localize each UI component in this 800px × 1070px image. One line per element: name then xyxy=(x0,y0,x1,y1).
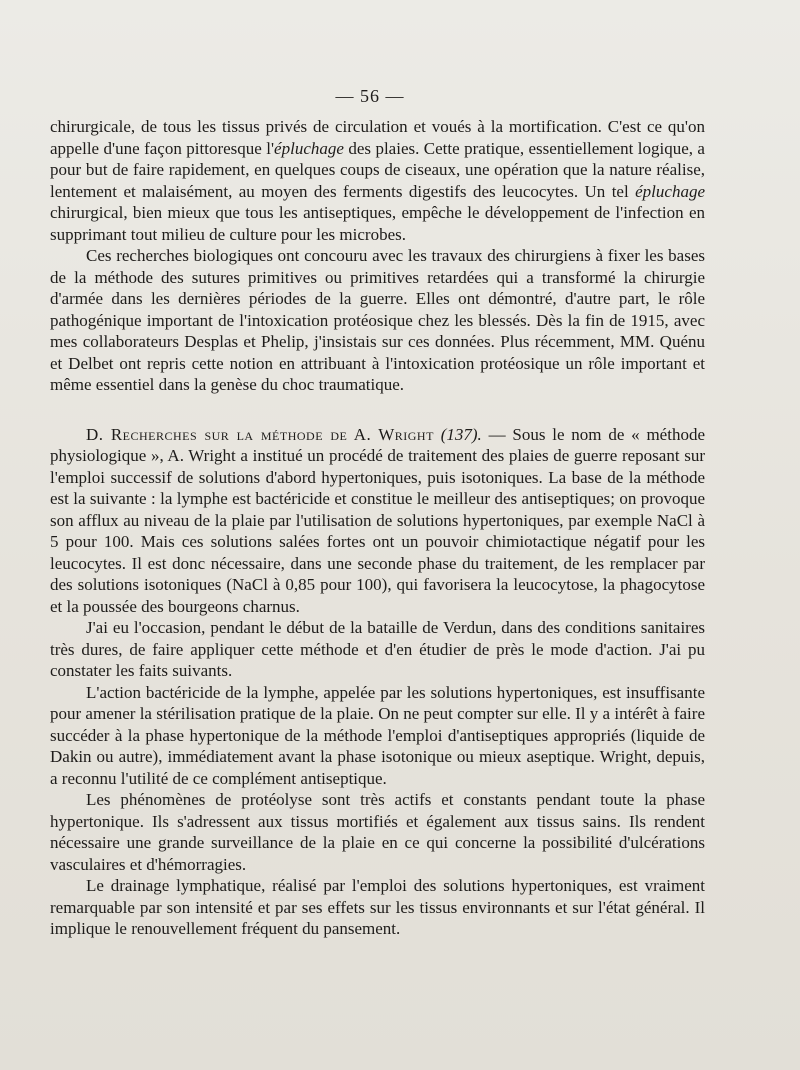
paragraph-6: Les phénomènes de protéolyse sont très actifs et constants pendant toute la phase hypertonique. Ils s'adressent aux tissus mortifiés et également aux tissus sains. Ils rendent nécessaire une grande surveillance de la plaie en ce qui concerne la possibilité d'ulcérations vasculaires et d'hémorragies. xyxy=(50,790,705,874)
page-number: — 56 — xyxy=(335,86,405,106)
paragraph-1-part-a: chirurgicale, de tous les tissus privés de circulation et voués à la mortification. C'est ce qu'on appelle d'une façon pittoresque l' xyxy=(50,117,705,158)
paragraph-2: Ces recherches biologiques ont concouru avec les travaux des chirurgiens à fixer les bases de la méthode des sutures primitives ou primitives retardées qui a transformé la chirurgie d'armée dans les dernières périodes de la guerre. Elles ont démontré, d'autre part, le rôle pathogénique important de l'intoxication protéosique chez les blessés. Dès la fin de 1915, avec mes collaborateurs Desplas et Phelip, j'insistais sur ces données. Plus récemment, MM. Quénu et Delbet ont repris cette notion en attribuant à l'intoxication protéosique un rôle important et même essentiel dans la genèse du choc traumatique. xyxy=(50,246,705,394)
paragraph-1-part-b: des plaies. Cette pratique, essentiellement logique, a pour but de faire rapidement, en quelques coups de ciseaux, une opération que la nature réalise, lentement et malaisément, au moyen des ferments digestifs des leucocytes. Un tel xyxy=(50,138,705,201)
paragraph-7: Le drainage lymphatique, réalisé par l'emploi des solutions hypertoniques, est vraiment remarquable par son intensité et par ses effets sur les tissus environnants et sur l'état général. Il implique le renouvellement fréquent du pansement. xyxy=(50,876,705,938)
paragraph-3-body: — Sous le nom de « méthode physiologique », A. Wright a institué un procédé de traitement des plaies de guerre reposant sur l'emploi successif de solutions d'abord hypertoniques, puis isotoniques. La base de la méthode est la suivante : la lymphe est bactéricide et constitue le meilleur des antiseptiques; on provoque son afflux au niveau de la plaie par l'utilisation de solutions hypertoniques, par exemple NaCl à 5 pour 100. Mais ces solutions salées fortes ont un pouvoir chimiotactique négatif pour les leucocytes. Il est donc nécessaire, dans une seconde phase du traitement, de les remplacer par des solutions isotoniques (NaCl à 0,85 pour 100), qui favorisera la leucocytose, la phagocytose et la poussée des bourgeons charnus. xyxy=(50,424,705,616)
paragraph-4: J'ai eu l'occasion, pendant le début de la bataille de Verdun, dans des conditions sanitaires très dures, de faire appliquer cette méthode et d'en étudier de près le mode d'action. J'ai pu constater les faits suivants. xyxy=(50,618,705,680)
emphasis-epluchage-1: épluchage xyxy=(274,138,344,158)
section-heading: D. Recherches sur la méthode de A. Wright xyxy=(86,424,434,444)
body-text xyxy=(50,116,705,940)
paragraph-3 xyxy=(50,424,705,618)
paragraph-5: L'action bactéricide de la lymphe, appelée par les solutions hypertoniques, est insuffisante pour amener la stérilisation pratique de la plaie. On ne peut compter sur elle. Il y a intérêt à faire succéder à la phase hypertonique de la méthode l'emploi d'antiseptiques appropriés (liquide de Dakin ou autre), immédiatement avant la phase isotonique ou mieux aseptique. Wright, depuis, a reconnu l'utilité de ce complément antiseptique. xyxy=(50,682,705,788)
paragraph-1 xyxy=(50,116,705,245)
emphasis-epluchage-2: épluchage xyxy=(635,181,705,201)
paragraph-1-part-c: chirurgical, bien mieux que tous les antiseptiques, empêche le développement de l'infection en supprimant tout milieu de culture pour les microbes. xyxy=(50,203,705,244)
reference-number: (137). xyxy=(440,424,482,444)
